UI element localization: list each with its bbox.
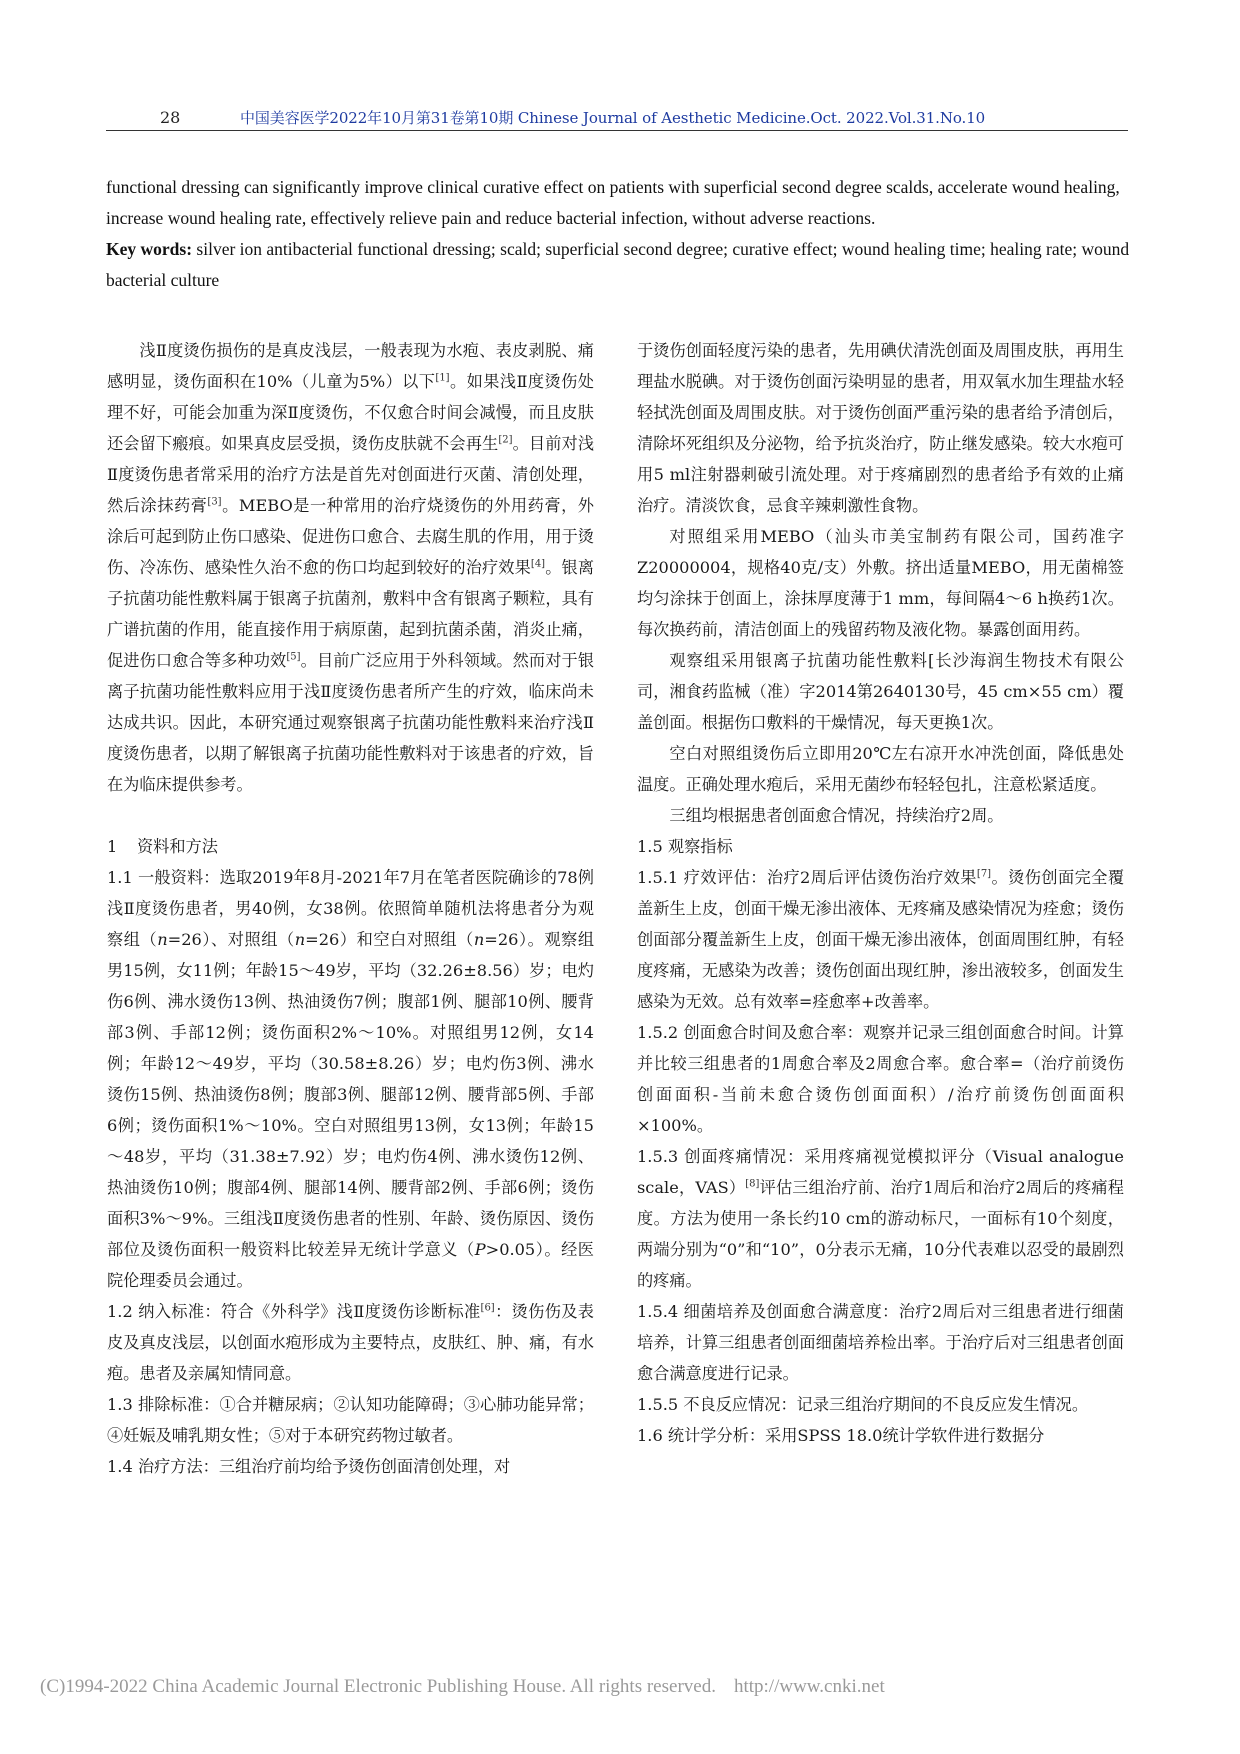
section-heading <box>107 831 594 862</box>
control-group-paragraph: 对照组采用MEBO（汕头市美宝制药有限公司，国药准字Z20000004，规格40克/支）外敷。挤出适量MEBO，用无菌棉签均匀涂抹于创面上，涂抹厚度薄于1 mm，每间隔4～6 h换药1次。每次换药前，清洁创面上的残留药物及液化物。暴露创面用药。 <box>637 527 1124 639</box>
subsection-1-5-5: 1.5.5 不良反应情况：记录三组治疗期间的不良反应发生情况。 <box>637 1395 1089 1414</box>
abstract-block <box>106 172 1130 296</box>
subsection-1-5: 1.5 观察指标 <box>637 837 733 856</box>
journal-title: 中国美容医学2022年10月第31卷第10期 Chinese Journal of Aesthetic Medicine.Oct. 2022.Vol.31.No.10 <box>240 109 986 127</box>
subsection-1-5-2: 1.5.2 创面愈合时间及愈合率：观察并记录三组创面愈合时间。计算并比较三组患者的1周愈合率及2周愈合率。愈合率=（治疗前烫伤创面面积-当前未愈合烫伤创面面积）/治疗前烫伤创面面积×100%。 <box>637 1023 1124 1135</box>
para-text: =26）、对照组（ <box>167 930 295 949</box>
copyright-footer <box>40 1676 1200 1698</box>
para-text: 1.5.1 疗效评估：治疗2周后评估烫伤治疗效果 <box>637 868 977 887</box>
duration-paragraph: 三组均根据患者创面愈合情况，持续治疗2周。 <box>669 806 1004 825</box>
citation-7: [7] <box>976 868 992 880</box>
observation-group-paragraph: 观察组采用银离子抗菌功能性敷料[长沙海润生物技术有限公司，湘食药监械（准）字2014第2640130号，45 cm×55 cm）覆盖创面。根据伤口敷料的干燥情况，每天更换1次。 <box>637 651 1124 732</box>
para-text: ：烫伤伤及表皮及真皮浅层，以创面水疱形成为主要特点，皮肤红、肿、痛，有水疱。患者及亲属知情同意。 <box>107 1302 594 1383</box>
subsection-1-5-1 <box>637 862 1124 1017</box>
para-text: 1.1 一般资料：选取2019年8月-2021年7月在笔者医院确诊的78例浅Ⅱ度烫伤患者，男40例，女38例。依照简单随机法将患者分为观察组（ <box>107 868 594 949</box>
subsection-1-3: 1.3 排除标准：①合并糖尿病；②认知功能障碍；③心肺功能异常；④妊娠及哺乳期女性；⑤对于本研究药物过敏者。 <box>107 1395 594 1445</box>
left-column <box>107 335 594 1482</box>
citation-5: [5] <box>286 651 301 663</box>
para-text: 1.2 纳入标准：符合《外科学》浅Ⅱ度烫伤诊断标准 <box>107 1302 481 1321</box>
intro-text: 浅Ⅱ度烫伤损伤的是真皮浅层，一般表现为水疱、表皮剥脱、痛感明显，烫伤面积在10%（儿童为5%）以下 <box>107 341 594 391</box>
subsection-1-5-3 <box>637 1141 1124 1296</box>
citation-2: [2] <box>498 434 513 446</box>
keywords <box>106 234 1130 296</box>
italic-n: n <box>294 930 306 949</box>
citation-4: [4] <box>530 558 546 570</box>
para-text: 1.5.3 创面疼痛情况：采用疼痛视觉模拟评分（Visual analogue scale，VAS） <box>637 1147 1124 1197</box>
intro-text: 。银离子抗菌功能性敷料属于银离子抗菌剂，敷料中含有银离子颗粒，具有广谱抗菌的作用，能直接作用于病原菌，起到抗菌杀菌，消炎止痛，促进伤口愈合等多种功效 <box>107 558 595 670</box>
subsection-1-4: 1.4 治疗方法：三组治疗前均给予烫伤创面清创处理，对 <box>107 1457 511 1476</box>
para-text: >0.05）。经医院伦理委员会通过。 <box>107 1240 594 1290</box>
keywords-label: Key words: <box>106 239 193 259</box>
blank-group-paragraph: 空白对照组烫伤后立即用20℃左右凉开水冲洗创面，降低患处温度。正确处理水疱后，采用无菌纱布轻轻包扎，注意松紧适度。 <box>637 744 1124 794</box>
section-title: 资料和方法 <box>137 837 218 856</box>
intro-text: 。目前对浅Ⅱ度烫伤患者常采用的治疗方法是首先对创面进行灭菌、清创处理，然后涂抹药膏 <box>107 434 595 515</box>
copyright-text: (C)1994-2022 China Academic Journal Electronic Publishing House. All rights reserved. <box>40 1676 716 1697</box>
keywords-text: silver ion antibacterial functional dressing; scald; superficial second degree; curative effect; wound healing time; healing rate; wound bacterial culture <box>106 239 1130 290</box>
para-text: =26）。观察组男15例，女11例；年龄15～49岁，平均（32.26±8.56）岁；电灼伤6例、沸水烫伤13例、热油烫伤7例；腹部1例、腿部10例、腰背部3例、手部12例；烫伤面积2%～10%。对照组男12例，女14例；年龄12～49岁，平均（30.58±8.26）岁；电灼伤3例、沸水烫伤15例、热油烫伤8例；腹部3例、腿部12例、腰背部5例、手部6例；烫伤面积1%～10%。空白对照组男13例，女13例；年龄15～48岁，平均（31.38±7.92）岁；电灼伤4例、沸水烫伤12例、热油烫伤10例；腹部4例、腿部14例、腰背部2例、手部6例；烫伤面积3%～9%。三组浅Ⅱ度烫伤患者的性别、年龄、烫伤原因、烫伤部位及烫伤面积一般资料比较差异无统计学意义（ <box>107 930 595 1259</box>
italic-p: P <box>474 1240 486 1259</box>
intro-text: 。如果浅Ⅱ度烫伤处理不好，可能会加重为深Ⅱ度烫伤，不仅愈合时间会减慢，而且皮肤还会留下瘢痕。如果真皮层受损，烫伤皮肤就不会再生 <box>107 372 594 453</box>
subsection-1-6: 1.6 统计学分析：采用SPSS 18.0统计学软件进行数据分 <box>637 1426 1045 1445</box>
citation-6: [6] <box>480 1302 495 1314</box>
section-number: 1 <box>107 837 118 856</box>
subsection-1-2 <box>107 1296 594 1389</box>
subsection-1-5-4: 1.5.4 细菌培养及创面愈合满意度：治疗2周后对三组患者进行细菌培养，计算三组患者创面细菌培养检出率。于治疗后对三组患者创面愈合满意度进行记录。 <box>637 1302 1124 1383</box>
intro-paragraph <box>107 335 594 800</box>
citation-8: [8] <box>745 1178 760 1190</box>
abstract-text: functional dressing can significantly improve clinical curative effect on patients with superficial second degree scalds, accelerate wound healing, increase wound healing rate, effectively relieve pain and reduce bacterial infection, without adverse reactions. <box>106 177 1120 228</box>
italic-n: n <box>157 930 168 949</box>
italic-n: n <box>473 930 485 949</box>
running-header <box>106 104 1128 131</box>
para-text: 。烫伤创面完全覆盖新生上皮，创面干燥无渗出液体、无疼痛及感染情况为痊愈；烫伤创面部分覆盖新生上皮，创面干燥无渗出液体，创面周围红肿，有轻度疼痛，无感染为改善；烫伤创面出现红肿，渗出液较多，创面发生感染为无效。总有效率=痊愈率+改善率。 <box>637 868 1125 1011</box>
para-text: 评估三组治疗前、治疗1周后和治疗2周后的疼痛程度。方法为使用一条长约10 cm的游动标尺，一面标有10个刻度，两端分别为“0”和“10”，0分表示无痛，10分代表难以忍受的最剧烈的疼痛。 <box>637 1178 1124 1290</box>
right-column <box>637 335 1124 1451</box>
citation-1: [1] <box>435 372 450 384</box>
treatment-continued: 于烫伤创面轻度污染的患者，先用碘伏清洗创面及周围皮肤，再用生理盐水脱碘。对于烫伤创面污染明显的患者，用双氧水加生理盐水轻轻拭洗创面及周围皮肤。对于烫伤创面严重污染的患者给予清创后，清除坏死组织及分泌物，给予抗炎治疗，防止继发感染。较大水疱可用5 ml注射器刺破引流处理。对于疼痛剧烈的患者给予有效的止痛治疗。清淡饮食，忌食辛辣刺激性食物。 <box>637 341 1124 515</box>
para-text: =26）和空白对照组（ <box>305 930 474 949</box>
subsection-1-1 <box>107 862 594 1296</box>
intro-text: 。目前广泛应用于外科领域。然而对于银离子抗菌功能性敷料应用于浅Ⅱ度烫伤患者所产生的疗效，临床尚未达成共识。因此，本研究通过观察银离子抗菌功能性敷料来治疗浅Ⅱ度烫伤患者，以期了解银离子抗菌功能性敷料对于该患者的疗效，旨在为临床提供参考。 <box>107 651 595 794</box>
page-number: 28 <box>160 108 181 127</box>
citation-3: [3] <box>207 496 222 508</box>
intro-text: 。MEBO是一种常用的治疗烧烫伤的外用药膏，外涂后可起到防止伤口感染、促进伤口愈合、去腐生肌的作用，用于烫伤、冷冻伤、感染性久治不愈的伤口均起到较好的治疗效果 <box>107 496 594 577</box>
cnki-link[interactable]: http://www.cnki.net <box>733 1676 885 1697</box>
